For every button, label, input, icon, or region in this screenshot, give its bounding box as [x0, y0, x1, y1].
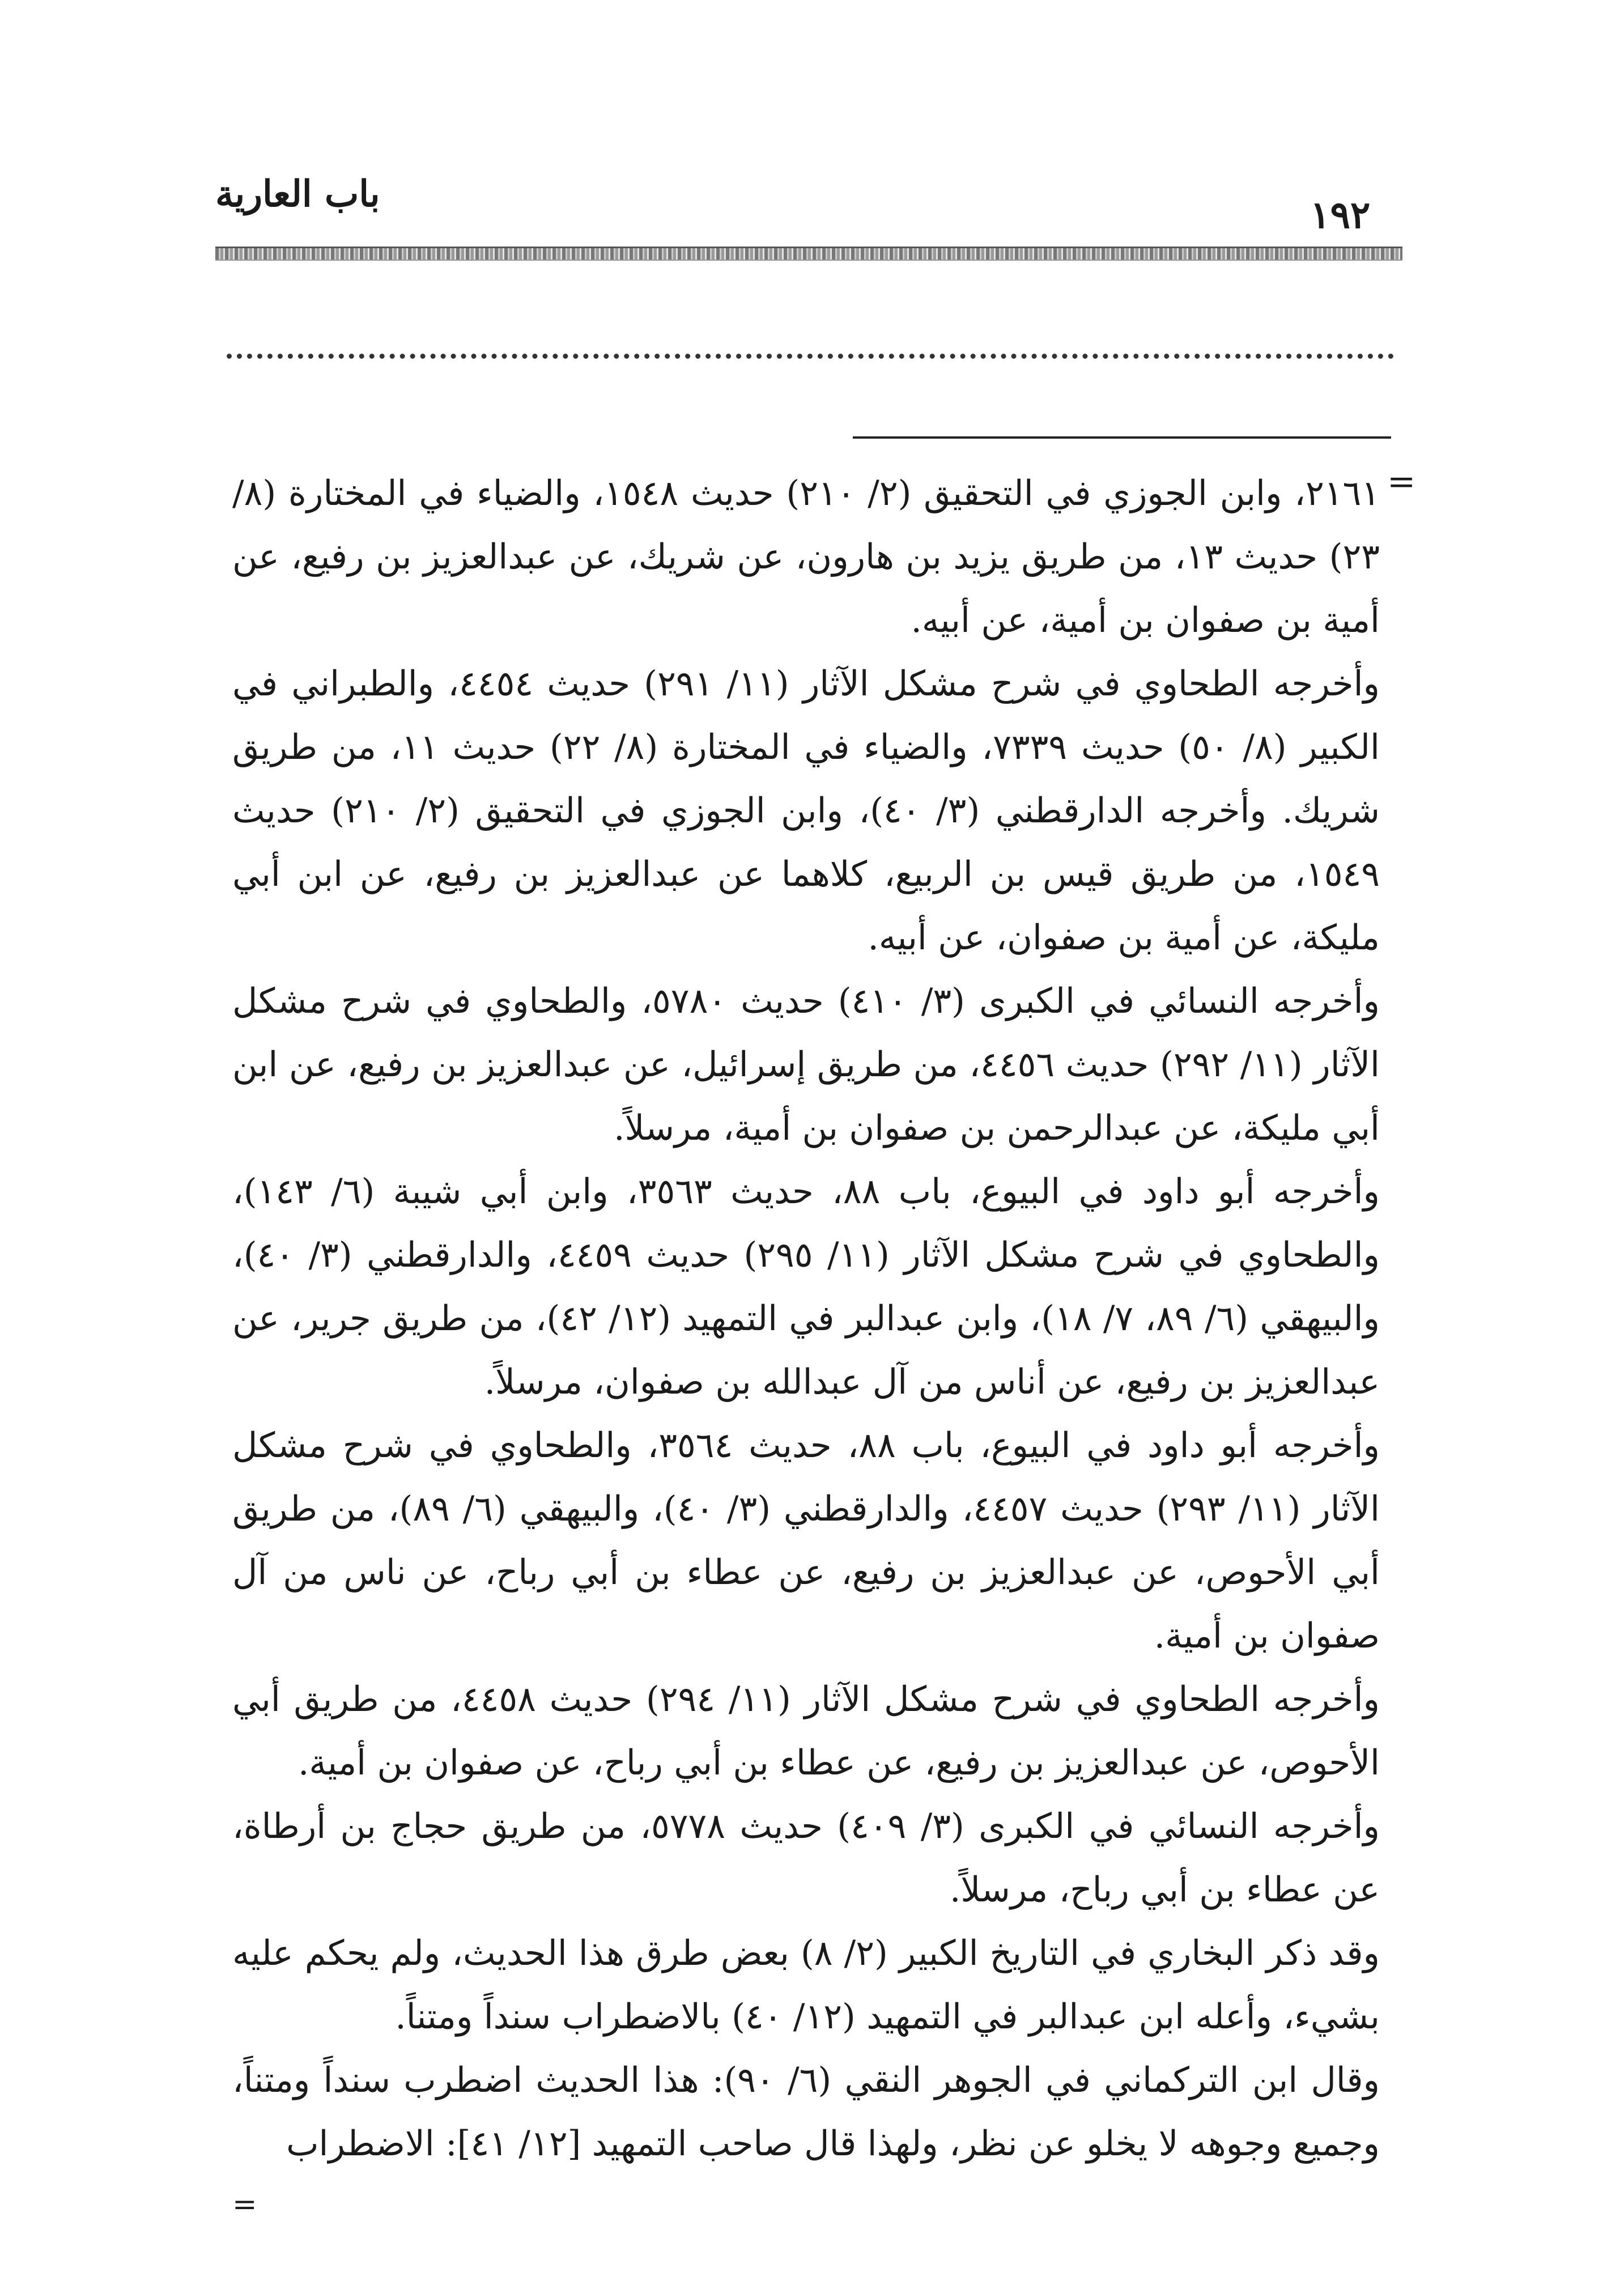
footnote-separator-rule	[853, 436, 1391, 439]
elided-text-dotted-line	[227, 340, 1394, 359]
footnote-continuation-mark-bottom: =	[232, 2188, 257, 2222]
footnote-continuation-mark-top: =	[1387, 462, 1416, 502]
page-number: ١٩٢	[1310, 193, 1371, 237]
footnote-paragraph: وقد ذكر البخاري في التاريخ الكبير (٢/ ٨) بعض طرق هذا الحديث، ولم يحكم عليه بشيء، وأعله ابن عبدالبر في التمهيد (١٢/ ٤٠) بالاضطراب سنداً ومتناً.	[232, 1933, 1380, 2037]
header-ornamental-rule	[215, 247, 1402, 261]
footnote-paragraph: وأخرجه أبو داود في البيوع، باب ٨٨، حديث ٣٥٦٤، والطحاوي في شرح مشكل الآثار (١١/ ٢٩٣) حديث ٤٤٥٧، والدارقطني (٣/ ٤٠)، والبيهقي (٦/ ٨٩)، من طريق أبي الأحوص، عن عبدالعزيز بن رفيع، عن عطاء بن أبي رباح، عن ناس من آل صفوان بن أمية.	[232, 1425, 1380, 1656]
footnote-body	[232, 462, 1380, 2176]
footnote-paragraph: ٢١٦١، وابن الجوزي في التحقيق (٢/ ٢١٠) حديث ١٥٤٨، والضياء في المختارة (٨/ ٢٣) حديث ١٣، من طريق يزيد بن هارون، عن شريك، عن عبدالعزيز بن رفيع، عن أمية بن صفوان بن أمية، عن أبيه.	[232, 473, 1380, 640]
footnote-paragraph: وقال ابن التركماني في الجوهر النقي (٦/ ٩٠): هذا الحديث اضطرب سنداً ومتناً، وجميع وجوهه لا يخلو عن نظر، ولهذا قال صاحب التمهيد [١٢/ ٤١]: الاضطراب	[232, 2060, 1380, 2164]
footnote-paragraph: وأخرجه النسائي في الكبرى (٣/ ٤٠٩) حديث ٥٧٧٨، من طريق حجاج بن أرطاة، عن عطاء بن أبي رباح، مرسلاً.	[232, 1806, 1380, 1910]
footnote-paragraph: وأخرجه النسائي في الكبرى (٣/ ٤١٠) حديث ٥٧٨٠، والطحاوي في شرح مشكل الآثار (١١/ ٢٩٢) حديث ٤٤٥٦، من طريق إسرائيل، عن عبدالعزيز بن رفيع، عن ابن أبي مليكة، عن عبدالرحمن بن صفوان بن أمية، مرسلاً.	[232, 981, 1380, 1148]
footnote-paragraph: وأخرجه الطحاوي في شرح مشكل الآثار (١١/ ٢٩١) حديث ٤٤٥٤، والطبراني في الكبير (٨/ ٥٠) حديث ٧٣٣٩، والضياء في المختارة (٨/ ٢٢) حديث ١١، من طريق شريك. وأخرجه الدارقطني (٣/ ٤٠)، وابن الجوزي في التحقيق (٢/ ٢١٠) حديث ١٥٤٩، من طريق قيس بن الربيع، كلاهما عن عبدالعزيز بن رفيع، عن ابن أبي مليكة، عن أمية بن صفوان، عن أبيه.	[232, 664, 1380, 958]
footnote-paragraph: وأخرجه الطحاوي في شرح مشكل الآثار (١١/ ٢٩٤) حديث ٤٤٥٨، من طريق أبي الأحوص، عن عبدالعزيز بن رفيع، عن عطاء بن أبي رباح، عن صفوان بن أمية.	[232, 1679, 1380, 1783]
chapter-title: باب العارية	[215, 173, 380, 215]
footnote-paragraph: وأخرجه أبو داود في البيوع، باب ٨٨، حديث ٣٥٦٣، وابن أبي شيبة (٦/ ١٤٣)، والطحاوي في شرح مشكل الآثار (١١/ ٢٩٥) حديث ٤٤٥٩، والدارقطني (٣/ ٤٠)، والبيهقي (٦/ ٨٩، ٧/ ١٨)، وابن عبدالبر في التمهيد (١٢/ ٤٢)، من طريق جرير، عن عبدالعزيز بن رفيع، عن أناس من آل عبدالله بن صفوان، مرسلاً.	[232, 1171, 1380, 1402]
